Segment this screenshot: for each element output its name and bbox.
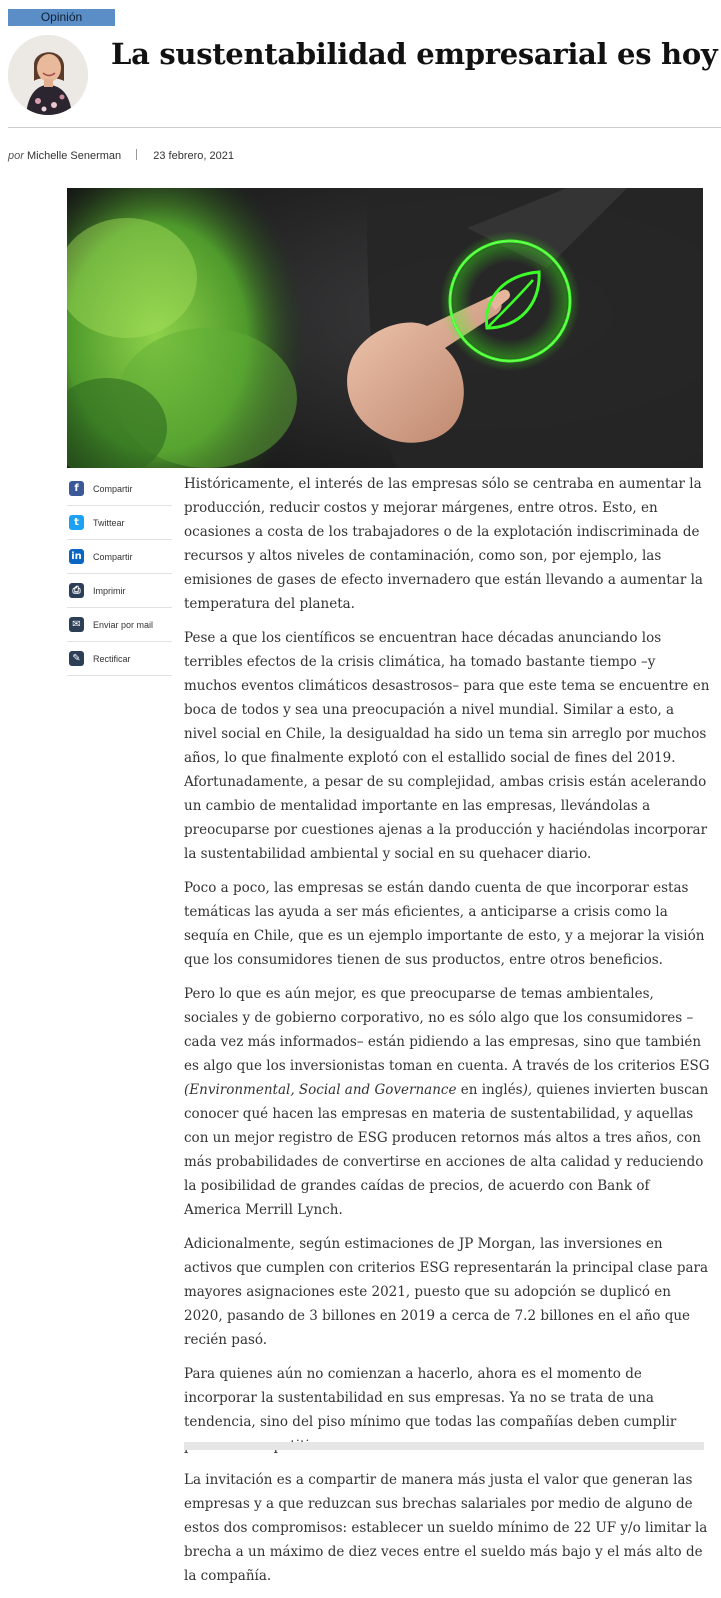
share-linkedin-button[interactable] bbox=[67, 540, 172, 574]
paragraph-text: quienes invierten buscan conocer qué hacen las empresas en materia de sustentabilidad, y aquellas con un mejor registro de ESG producen retornos más altos a tres años, con más probabilidades de convertirse en acciones de alta calidad y reduciendo la posibilidad de grandes caídas de precios, de acuerdo con Bank of America Merrill Lynch. bbox=[184, 1082, 709, 1218]
linkedin-icon: in bbox=[69, 549, 84, 564]
hero-image bbox=[67, 188, 703, 468]
paragraph: Históricamente, el interés de las empresas sólo se centraba en aumentar la producción, reducir costos y mejorar márgenes, entre otros. Esto, en ocasiones a costa de los trabajadores o de la explotación indiscriminada de recursos y altos niveles de contaminación, como son, por ejemplo, las emisiones de gases de efecto invernadero que están llevando a aumentar la temperatura del planeta. bbox=[184, 476, 703, 612]
share-toolbar bbox=[67, 472, 172, 676]
paragraph-text: en inglés bbox=[456, 1082, 523, 1098]
share-label: Rectificar bbox=[93, 653, 131, 664]
article-body bbox=[184, 472, 710, 1598]
mail-icon: ✉ bbox=[69, 617, 84, 632]
byline-prefix: por bbox=[8, 150, 24, 162]
correction-button[interactable] bbox=[67, 642, 172, 676]
printer-icon: ⎙ bbox=[69, 583, 84, 598]
share-label: Twittear bbox=[93, 517, 125, 528]
paragraph-esg bbox=[184, 982, 710, 1222]
paragraph: Para quienes aún no comienzan a hacerlo, ahora es el momento de incorporar la sustentabilidad en sus empresas. Ya no se trata de una tendencia, sino del piso mínimo que todas las compañías deben cumplir bbox=[184, 1366, 677, 1430]
bottom-divider bbox=[184, 1442, 704, 1450]
pencil-icon: ✎ bbox=[69, 651, 84, 666]
author-avatar bbox=[8, 35, 88, 115]
email-button[interactable] bbox=[67, 608, 172, 642]
esg-expansion: (Environmental, Social and Governance bbox=[184, 1082, 457, 1098]
paragraph: Poco a poco, las empresas se están dando cuenta de que incorporar estas temáticas las ayuda a ser más eficientes, a anticiparse a crisis como la sequía en Chile, que es un ejemplo importante de esto, y a mejorar la visión que los consumidores tienen de sus productos, entre otros beneficios. bbox=[184, 880, 705, 968]
print-button[interactable] bbox=[67, 574, 172, 608]
byline bbox=[8, 149, 234, 163]
article-title: La sustentabilidad empresarial es hoy bbox=[111, 37, 718, 71]
share-label: Imprimir bbox=[93, 585, 126, 596]
publish-date: 23 febrero, 2021 bbox=[153, 150, 234, 162]
paragraph-text: ), bbox=[522, 1082, 533, 1098]
twitter-icon: t bbox=[69, 515, 84, 530]
paragraph: La invitación es a compartir de manera más justa el valor que generan las empresas y a que reduzcan sus brechas salariales por medio de alguno de estos dos compromisos: establecer un sueldo mínimo de 22 UF y/o limitar la brecha a un máximo de diez veces entre el sueldo más bajo y el más alto de la compañía. bbox=[184, 1472, 708, 1584]
paragraph-text: Pero lo que es aún mejor, es que preocuparse de temas ambientales, sociales y de gobierno corporativo, no es sólo algo que los consumidores –cada vez más informados– están pidiendo a las empresas, sino que también es algo que los inversionistas toman en cuenta. A través de los criterios ESG bbox=[184, 986, 710, 1074]
share-label: Compartir bbox=[93, 483, 133, 494]
header-divider bbox=[8, 127, 721, 128]
byline-separator bbox=[136, 149, 137, 160]
share-facebook-button[interactable] bbox=[67, 472, 172, 506]
section-badge[interactable]: Opinión bbox=[8, 9, 115, 26]
facebook-icon: f bbox=[69, 481, 84, 496]
share-label: Enviar por mail bbox=[93, 619, 154, 630]
share-twitter-button[interactable] bbox=[67, 506, 172, 540]
paragraph: Pese a que los científicos se encuentran hace décadas anunciando los terribles efectos de la crisis climática, ha tomado bastante tiempo –y muchos eventos climáticos desastrosos– para que este tema se encuentre en boca de todos y sea una preocupación a nivel mundial. Similar a esto, a nivel social en Chile, la desigualdad ha sido un tema sin arreglo por muchos años, lo que finalmente explotó con el estallido social de fines del 2019. Afortunadamente, a pesar de su complejidad, ambas crisis están acelerando un cambio de mentalidad importante en las empresas, llevándolas a preocuparse por cuestiones ajenas a la producción y haciéndolas incorporar la sustentabilidad ambiental y social en su quehacer diario. bbox=[184, 630, 710, 862]
share-label: Compartir bbox=[93, 551, 133, 562]
author-name[interactable]: Michelle Senerman bbox=[26, 150, 122, 162]
paragraph: Adicionalmente, según estimaciones de JP Morgan, las inversiones en activos que cumplen con criterios ESG representarán la principal clase para mayores asignaciones este 2021, puesto que su adopción se duplicó en 2020, pasando de 3 billones en 2019 a cerca de 7.2 billones en el año que recién pasó. bbox=[184, 1236, 709, 1348]
